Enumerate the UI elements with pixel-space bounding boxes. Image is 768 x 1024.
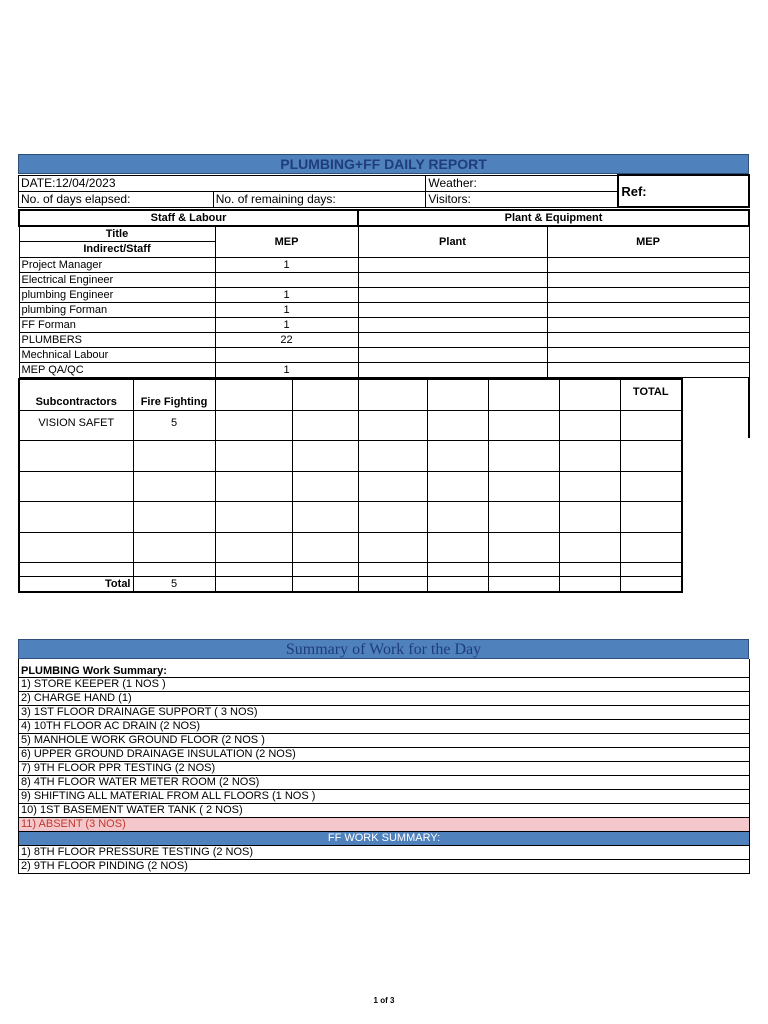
sub-ff: 5: [133, 410, 215, 440]
sub-empty-cell: [488, 576, 559, 592]
days-remaining-cell: No. of remaining days:: [213, 191, 426, 207]
sub-empty-cell: [620, 501, 682, 532]
sub-row: [19, 501, 682, 532]
ff-heading: FF WORK SUMMARY:: [19, 831, 750, 845]
staff-title: plumbing Forman: [19, 302, 215, 317]
staff-mep: 1: [215, 362, 358, 377]
staff-title: FF Forman: [19, 317, 215, 332]
sub-empty-cell: [488, 440, 559, 471]
plant-cell: [358, 272, 547, 287]
plant-mep-cell: [547, 347, 749, 362]
plant-cell: [358, 347, 547, 362]
sub-empty-cell: [620, 562, 682, 576]
sub-name: VISION SAFET: [19, 410, 133, 440]
plumbing-item: 10) 1ST BASEMENT WATER TANK ( 2 NOS): [19, 803, 750, 817]
staff-row: [19, 302, 749, 317]
sub-row: [19, 471, 682, 501]
plant-mep-cell: [547, 287, 749, 302]
sub-empty-cell: [19, 562, 133, 576]
page-number: 1 of 3: [373, 996, 395, 1005]
plumbing-item: 7) 9TH FLOOR PPR TESTING (2 NOS): [19, 761, 750, 775]
sub-empty-cell: [559, 501, 620, 532]
plumbing-heading: PLUMBING Work Summary:: [19, 659, 750, 677]
plumbing-item: 5) MANHOLE WORK GROUND FLOOR (2 NOS ): [19, 733, 750, 747]
visitors-cell: Visitors:: [426, 191, 618, 207]
sub-empty-cell: [427, 410, 488, 440]
sub-empty-cell: [488, 410, 559, 440]
sub-empty-cell: [133, 532, 215, 562]
sub-empty-cell: [292, 440, 358, 471]
staff-mep: [215, 272, 358, 287]
staff-mep: [215, 347, 358, 362]
summary-table: [18, 659, 750, 874]
sub-empty-cell: [358, 471, 427, 501]
staff-title: PLUMBERS: [19, 332, 215, 347]
plumbing-item: 6) UPPER GROUND DRAINAGE INSULATION (2 NOS): [19, 747, 750, 761]
sub-empty-cell: [559, 562, 620, 576]
sub-empty-cell: [488, 471, 559, 501]
plant-mep-cell: [547, 317, 749, 332]
sub-empty-cell: [559, 576, 620, 592]
sub-empty-cell: [215, 562, 292, 576]
sub-empty-cell: [292, 532, 358, 562]
sub-empty-cell: [559, 440, 620, 471]
staff-labour-header: Staff & Labour: [19, 210, 358, 226]
sub-empty-cell: [215, 379, 292, 410]
plant-cell: [358, 332, 547, 347]
plumbing-item: 1) STORE KEEPER (1 NOS ): [19, 677, 750, 691]
sub-empty-cell: [427, 501, 488, 532]
sub-empty-cell: [358, 440, 427, 471]
sub-empty-cell: [620, 576, 682, 592]
staff-row: [19, 332, 749, 347]
staff-mep: 1: [215, 302, 358, 317]
mep-header: MEP: [215, 226, 358, 257]
plant-cell: [358, 287, 547, 302]
sub-empty-cell: [427, 562, 488, 576]
mep-header-2: MEP: [547, 226, 749, 257]
plant-mep-cell: [547, 272, 749, 287]
sub-empty-cell: [215, 532, 292, 562]
sub-empty-cell: [358, 532, 427, 562]
sub-empty-cell: [488, 379, 559, 410]
staff-row: [19, 272, 749, 287]
info-table: [18, 174, 750, 208]
ref-cell: Ref:: [618, 175, 749, 207]
sub-empty-cell: [215, 410, 292, 440]
sub-empty-cell: [559, 471, 620, 501]
staff-mep: 1: [215, 317, 358, 332]
sub-empty-cell: [133, 562, 215, 576]
sub-empty-cell: [292, 471, 358, 501]
absent-row: 11) ABSENT (3 NOS): [19, 817, 750, 831]
sub-empty-cell: [358, 576, 427, 592]
sub-empty-cell: [559, 532, 620, 562]
ff-item: 1) 8TH FLOOR PRESSURE TESTING (2 NOS): [19, 845, 750, 859]
staff-row: [19, 317, 749, 332]
right-border-line: [748, 378, 750, 438]
sub-empty-cell: [427, 532, 488, 562]
plumbing-item: 3) 1ST FLOOR DRAINAGE SUPPORT ( 3 NOS): [19, 705, 750, 719]
sub-empty-cell: [427, 471, 488, 501]
sub-empty-cell: [19, 471, 133, 501]
sub-empty-cell: [559, 410, 620, 440]
sub-empty-cell: [620, 440, 682, 471]
sub-empty-cell: [19, 532, 133, 562]
sub-empty-cell: [358, 410, 427, 440]
sub-empty-cell: [358, 501, 427, 532]
sub-empty-cell: [19, 440, 133, 471]
fire-fighting-header: Fire Fighting: [133, 379, 215, 410]
sub-empty-cell: [427, 576, 488, 592]
sub-empty-cell: [559, 379, 620, 410]
sub-empty-cell: [488, 501, 559, 532]
staff-title: Mechnical Labour: [19, 347, 215, 362]
sub-row: [19, 440, 682, 471]
staff-table: [18, 209, 750, 378]
subcontractors-header: Subcontractors: [19, 379, 133, 410]
sub-empty-cell: [133, 501, 215, 532]
plant-mep-cell: [547, 362, 749, 377]
staff-row: [19, 362, 749, 377]
sub-empty-cell: [292, 410, 358, 440]
sub-empty-cell: [215, 576, 292, 592]
plant-mep-cell: [547, 332, 749, 347]
sub-empty-cell: [488, 562, 559, 576]
plumbing-item: 2) CHARGE HAND (1): [19, 691, 750, 705]
sub-empty-cell: [292, 501, 358, 532]
sub-row: [19, 562, 682, 576]
sub-empty-cell: [427, 440, 488, 471]
plumbing-item: 8) 4TH FLOOR WATER METER ROOM (2 NOS): [19, 775, 750, 789]
staff-mep: 1: [215, 257, 358, 272]
plant-header: Plant: [358, 226, 547, 257]
plant-cell: [358, 302, 547, 317]
title-header: Title: [19, 226, 215, 241]
staff-row: [19, 257, 749, 272]
summary-title: Summary of Work for the Day: [18, 639, 749, 659]
staff-row: [19, 347, 749, 362]
staff-mep: 1: [215, 287, 358, 302]
sub-empty-cell: [620, 532, 682, 562]
plant-cell: [358, 317, 547, 332]
staff-title: Project Manager: [19, 257, 215, 272]
subcontractors-table: [18, 378, 683, 593]
total-label: Total: [19, 576, 133, 592]
plant-equipment-header: Plant & Equipment: [358, 210, 749, 226]
sub-empty-cell: [292, 562, 358, 576]
days-elapsed-cell: No. of days elapsed:: [19, 191, 214, 207]
sub-empty-cell: [427, 379, 488, 410]
sub-empty-cell: [19, 501, 133, 532]
staff-title: Electrical Engineer: [19, 272, 215, 287]
sub-empty-cell: [488, 532, 559, 562]
plant-mep-cell: [547, 302, 749, 317]
sub-empty-cell: [620, 410, 682, 440]
sub-total-row: [19, 576, 682, 592]
report-title: PLUMBING+FF DAILY REPORT: [18, 154, 749, 174]
plumbing-item: 9) SHIFTING ALL MATERIAL FROM ALL FLOORS (1 NOS ): [19, 789, 750, 803]
sub-empty-cell: [133, 440, 215, 471]
staff-title: plumbing Engineer: [19, 287, 215, 302]
sub-empty-cell: [292, 379, 358, 410]
sub-empty-cell: [215, 501, 292, 532]
sub-empty-cell: [358, 562, 427, 576]
staff-row: [19, 287, 749, 302]
weather-cell: Weather:: [426, 175, 618, 191]
ff-item: 2) 9TH FLOOR PINDING (2 NOS): [19, 859, 750, 873]
sub-empty-cell: [215, 471, 292, 501]
sub-empty-cell: [292, 576, 358, 592]
sub-row: [19, 410, 682, 440]
sub-empty-cell: [620, 471, 682, 501]
plant-mep-cell: [547, 257, 749, 272]
sub-empty-cell: [133, 471, 215, 501]
sub-row: [19, 532, 682, 562]
sub-empty-cell: [215, 440, 292, 471]
total-header: TOTAL: [620, 379, 682, 410]
plant-cell: [358, 362, 547, 377]
indirect-header: Indirect/Staff: [19, 241, 215, 257]
date-cell: DATE:12/04/2023: [19, 175, 426, 191]
plant-cell: [358, 257, 547, 272]
sub-empty-cell: [358, 379, 427, 410]
plumbing-item: 4) 10TH FLOOR AC DRAIN (2 NOS): [19, 719, 750, 733]
staff-mep: 22: [215, 332, 358, 347]
total-value: 5: [133, 576, 215, 592]
staff-title: MEP QA/QC: [19, 362, 215, 377]
